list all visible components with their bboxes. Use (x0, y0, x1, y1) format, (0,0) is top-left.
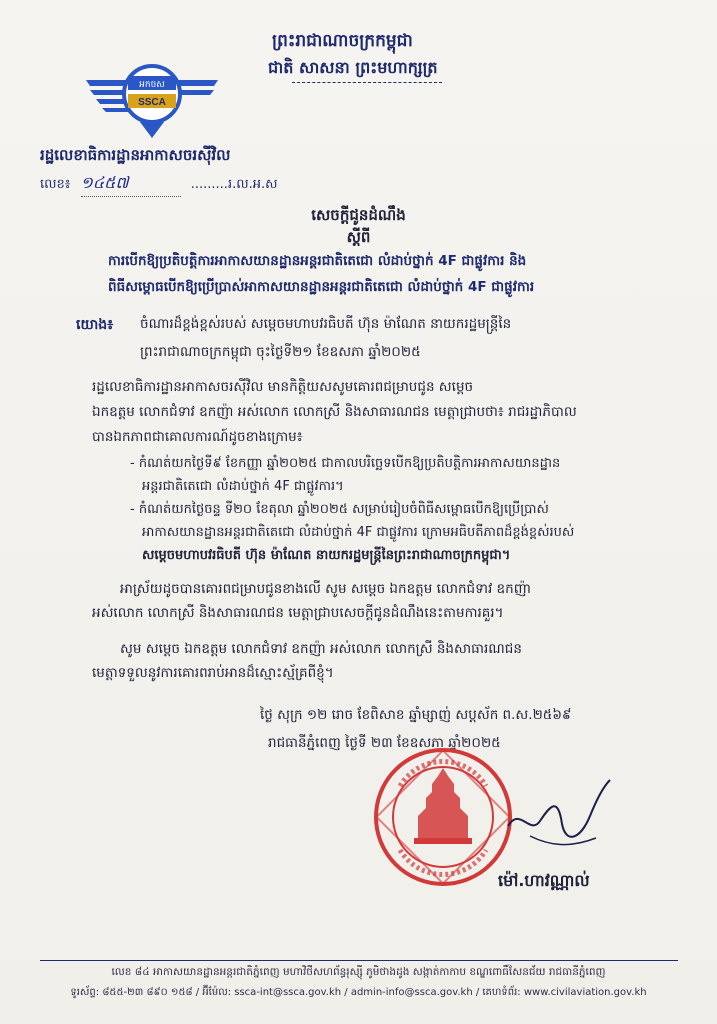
paragraph-3-line-2: មេត្តាទទួលនូវការគោរពរាប់អានដ៏ស្មោះស្ម័គ្រពីខ្ញុំ។ (92, 665, 334, 681)
bullet-2-line-3: សម្តេចមហាបវរធិបតី ហ៊ុន ម៉ាណែត នាយករដ្ឋមន្ត្រីនៃព្រះរាជាណាចក្រកម្ពុជា។ (142, 548, 511, 563)
lunar-date: ថ្ងៃ សុក្រ ១២ រោច ខែពិសាខ ឆ្នាំម្សាញ់ សប្តស័ក ព.ស.២៥៦៩ (260, 707, 572, 723)
handwritten-signature (500, 766, 620, 856)
paragraph-1-line-2: ឯកឧត្តម លោកជំទាវ ឧកញ៉ា អស់លោក លោកស្រី និងសាធារណជន មេត្តាជ្រាបថា៖ រាជរដ្ឋាភិបាល (92, 404, 577, 420)
paragraph-2-line-1: អាស្រ័យដូចបានគោរពជម្រាបជូនខាងលើ សូម សម្តេច ឯកឧត្តម លោកជំទាវ ឧកញ៉ា (120, 581, 531, 597)
paragraph-3-line-1: សូម សម្តេច ឯកឧត្តម លោកជំទាវ ឧកញ៉ា អស់លោក លោកស្រី និងសាធារណជន (120, 641, 522, 657)
kingdom-heading: ព្រះរាជាណាចក្រកម្ពុជា (272, 31, 413, 51)
organization-name: រដ្ឋលេខាធិការដ្ឋានអាកាសចរស៊ីវិល (40, 146, 231, 164)
paragraph-1-line-1: រដ្ឋលេខាធិការដ្ឋានអាកាសចរស៊ីវិល មានកិត្តិយសសូមគោរពជម្រាបជូន សម្តេច (92, 379, 474, 395)
bullet-2-line-2: អាកាសយានដ្ឋានអន្តរជាតិតេជោ លំដាប់ថ្នាក់ 4F ជាផ្លូវការ ក្រោមអធិបតីភាពដ៏ខ្ពង់ខ្ពស់របស់ (142, 525, 575, 540)
ref-label: លេខ៖ (40, 177, 71, 192)
official-stamp (372, 746, 514, 888)
signatory-name: ម៉ៅ.ហាវណ្ណាល់ (498, 871, 590, 890)
footer-address: លេខ ៨៤ អាកាសយានដ្ឋានអន្តរជាតិភ្នំពេញ មហាវិថីសហព័ន្ធរុស្ស៊ី ភូមិថាងដូង សង្កាត់កាកាប ខណ្ឌពោធិ៍សែនជ័យ រាជធានីភ្នំពេញ (111, 966, 606, 978)
paragraph-1-line-3: បានឯកភាពជាគោលការណ៍ដូចខាងក្រោម៖ (92, 429, 303, 445)
reference-line-1: ចំណារដ៏ខ្ពង់ខ្ពស់របស់ សម្តេចមហាបវរធិបតី ហ៊ុន ម៉ាណែត នាយករដ្ឋមន្ត្រីនៃ (140, 316, 512, 332)
logo-text-top: អកចស (139, 79, 165, 89)
ref-number: ១៤៥៧ (81, 172, 181, 197)
ssca-logo (82, 56, 222, 142)
bullet-2-line-1: - កំណត់យកថ្ងៃចន្ទ ទី២០ ខែតុលា ឆ្នាំ២០២៥ សម្រាប់រៀបចំពិធីសម្ពោធបើកឱ្យប្រើប្រាស់ (130, 502, 549, 517)
solar-date: រាជធានីភ្នំពេញ ថ្ងៃទី ២៣ ខែឧសភា ឆ្នាំ២០២៥ (268, 735, 501, 751)
subject-line-2: ពិធីសម្ពោធបើកឱ្យប្រើប្រាស់អាកាសយានដ្ឋានអន្តរជាតិតេជោ លំដាប់ថ្នាក់ 4F ជាផ្លូវការ (108, 279, 535, 295)
subject-line-1: ការបើកឱ្យប្រតិបត្តិការអាកាសយានដ្ឋានអន្តរជាតិតេជោ លំដាប់ថ្នាក់ 4F ជាផ្លូវការ និង (108, 253, 527, 269)
national-motto: ជាតិ សាសនា ព្រះមហាក្សត្រ (268, 58, 438, 77)
motto-divider (292, 82, 442, 83)
ref-suffix: .........រ.ល.អ.ស (190, 177, 278, 192)
logo-text-bottom: SSCA (138, 97, 166, 108)
reference-line-2: ព្រះរាជាណាចក្រកម្ពុជា ចុះថ្ងៃទី២១ ខែឧសភា ឆ្នាំ២០២៥ (140, 344, 421, 360)
notice-title: សេចក្តីជូនដំណឹង (311, 206, 406, 224)
bullet-1-line-1: - កំណត់យកថ្ងៃទី៩ ខែកញ្ញា ឆ្នាំ២០២៥ ជាកាលបរិច្ឆេទបើកឱ្យប្រតិបត្តិការអាកាសយានដ្ឋាន (130, 456, 561, 471)
footer-divider (40, 960, 678, 961)
reference-label: យោង៖ (76, 317, 114, 333)
bullet-1-line-2: អន្តរជាតិតេជោ លំដាប់ថ្នាក់ 4F ជាផ្លូវការ។ (142, 479, 344, 494)
reference-number-line (40, 172, 277, 197)
footer-contacts: ទូរស័ព្ទ: ៨៥៥-២៣ ៨៩០ ១៥៨ / អ៊ីម៉ែល: ssca-int@ssca.gov.kh / admin-info@ssca.gov.kh / គេហទំព័រ: www.civilaviation.gov.kh (70, 987, 647, 998)
notice-subtitle: ស្តីពី (346, 228, 371, 246)
paragraph-2-line-2: អស់លោក លោកស្រី និងសាធារណជន មេត្តាជ្រាបសេចក្តីជូនដំណឹងនេះតាមការគួរ។ (92, 605, 504, 621)
